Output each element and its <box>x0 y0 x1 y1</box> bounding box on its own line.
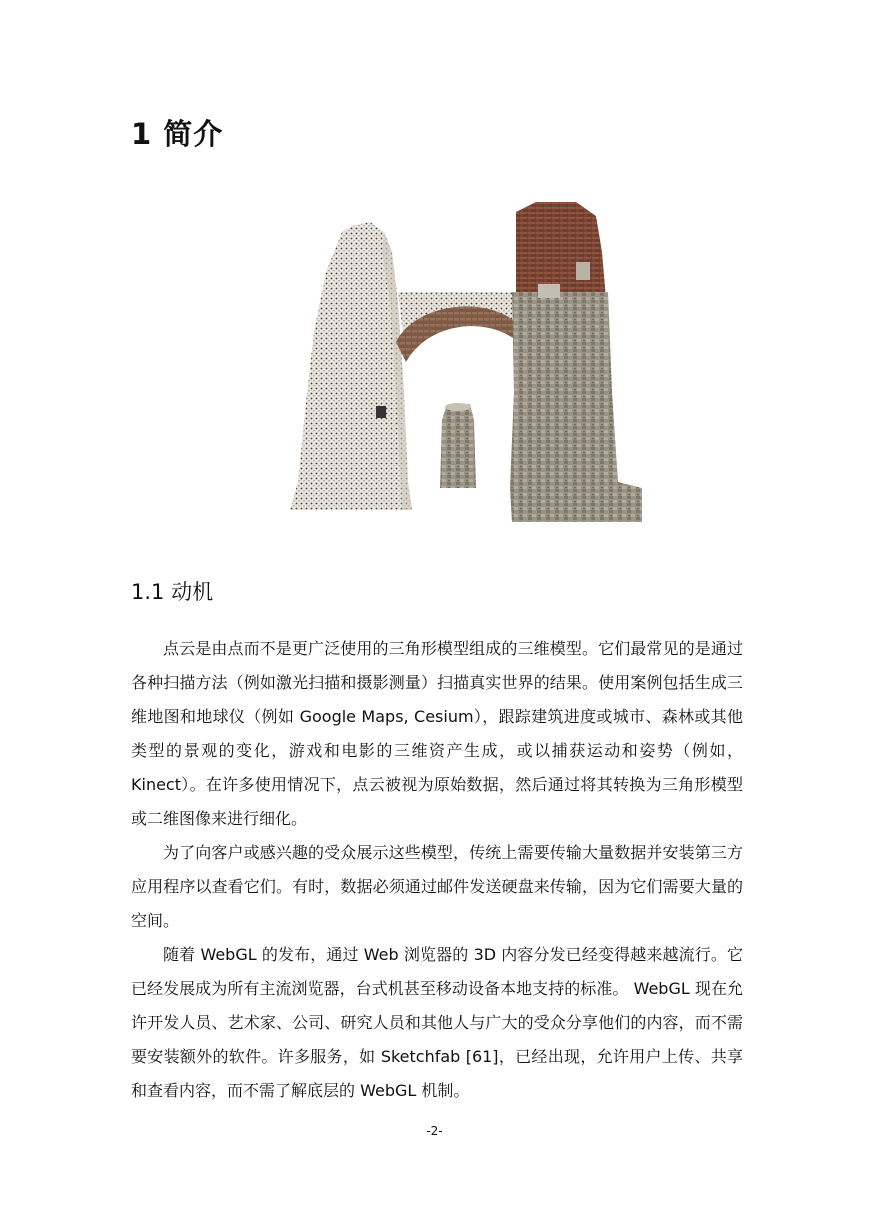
section-heading: 1.1 动机 <box>131 580 214 604</box>
paragraph: 随着 WebGL 的发布，通过 Web 浏览器的 3D 内容分发已经变得越来越流行。它已经发展成为所有主流浏览器，台式机甚至移动设备本地支持的标准。 WebGL 现在允许开发人员、艺术家、公司、研究人员和其他人与广大的受众分享他们的内容，而不需要安装额外的软件。许多服务，如 Sketchfab [61]，已经出现，允许用户上传、共享和查看内容，而不需了解底层的 WebGL 机制。 <box>131 945 743 1100</box>
paragraph: 点云是由点而不是更广泛使用的三角形模型组成的三维模型。它们最常见的是通过各种扫描方法（例如激光扫描和摄影测量）扫描真实世界的结果。使用案例包括生成三维地图和地球仪（例如 Google Maps, Cesium），跟踪建筑进度或城市、森林或其他类型的景观的变化，游戏和电影的三维资产生成，或以捕获运动和姿势（例如，Kinect）。在许多使用情况下，点云被视为原始数据，然后通过将其转换为三角形模型或二维图像来进行细化。 <box>131 639 743 828</box>
point-cloud-arch-figure <box>280 192 680 540</box>
body-text <box>131 632 743 1108</box>
chapter-heading: 1 简介 <box>131 117 224 151</box>
page-number: -2- <box>426 1124 443 1138</box>
paragraph: 为了向客户或感兴趣的受众展示这些模型，传统上需要传输大量数据并安装第三方应用程序以查看它们。有时，数据必须通过邮件发送硬盘来传输，因为它们需要大量的空间。 <box>131 843 743 930</box>
